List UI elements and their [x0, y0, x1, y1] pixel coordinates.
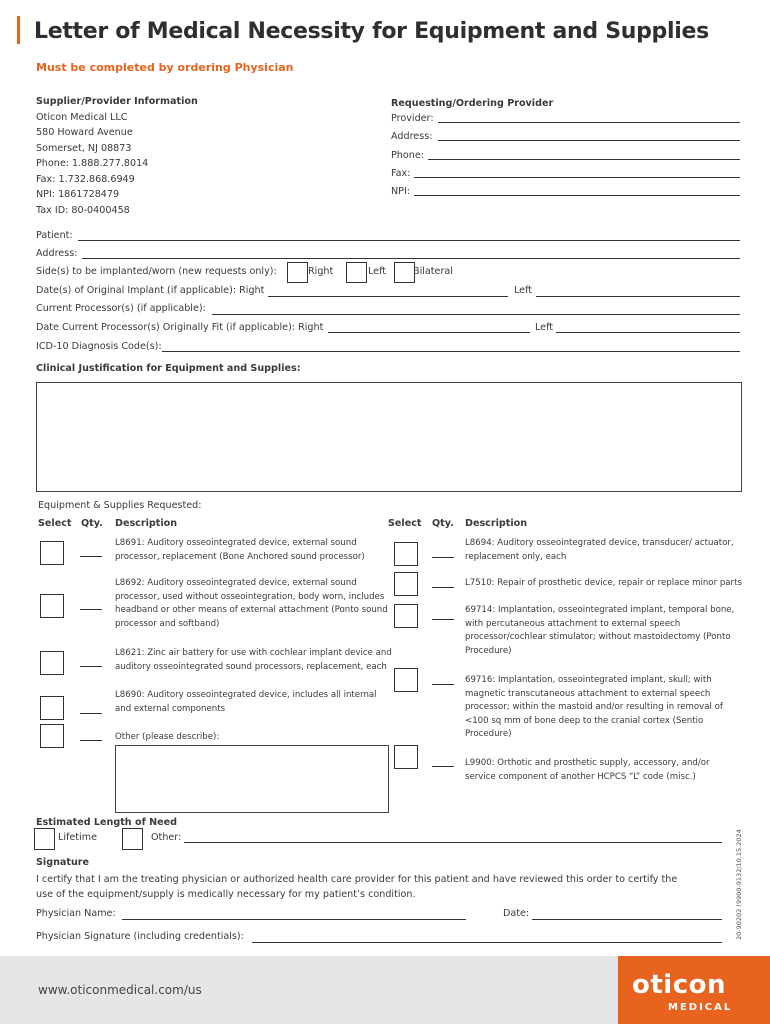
footer-url[interactable]: www.oticonmedical.com/us	[38, 983, 202, 997]
physician-name-label: Physician Name:	[36, 908, 116, 919]
item-qty-field[interactable]	[432, 619, 454, 620]
patient-label: Patient:	[36, 230, 73, 241]
clinical-justification-textarea[interactable]	[36, 382, 742, 492]
item-qty-field[interactable]	[432, 557, 454, 558]
col-qty: Qty.	[432, 518, 454, 529]
clinical-heading: Clinical Justification for Equipment and Supplies:	[36, 363, 301, 374]
item-qty-field[interactable]	[80, 740, 102, 741]
certification-text: I certify that I am the treating physician or authorized health care provider for this patient and have reviewed this order to certify the	[36, 874, 678, 885]
supplier-heading: Supplier/Provider Information	[36, 96, 198, 107]
side-right-label: Right	[308, 266, 334, 277]
processor-fit-left-label: Left	[535, 322, 554, 333]
processor-fit-right-field[interactable]	[328, 332, 530, 333]
other-need-label: Other:	[151, 832, 182, 843]
signature-heading: Signature	[36, 857, 90, 868]
orig-implant-left-label: Left	[514, 285, 533, 296]
item-description: L8691: Auditory osseointegrated device, external sound processor, replacement (Bone Anchored sound processor)	[115, 538, 365, 562]
npi-label: NPI:	[391, 186, 411, 197]
provider-address-field[interactable]	[438, 140, 740, 141]
supplier-line: Tax ID: 80-0400458	[36, 205, 130, 216]
item-select-checkbox[interactable]	[394, 542, 418, 566]
orig-implant-left-field[interactable]	[536, 296, 740, 297]
item-select-checkbox[interactable]	[394, 604, 418, 628]
side-bilateral-label: Bilateral	[413, 266, 453, 277]
supplier-line: 580 Howard Avenue	[36, 127, 133, 138]
page-title: Letter of Medical Necessity for Equipment and Supplies	[34, 19, 709, 44]
item-select-checkbox[interactable]	[40, 594, 64, 618]
provider-fax-field[interactable]	[414, 177, 740, 178]
icd-label: ICD-10 Diagnosis Code(s):	[36, 341, 162, 352]
page-subtitle: Must be completed by ordering Physician	[36, 61, 294, 74]
col-qty: Qty.	[81, 518, 103, 529]
item-qty-field[interactable]	[80, 666, 102, 667]
col-select: Select	[38, 518, 72, 529]
item-select-checkbox[interactable]	[394, 668, 418, 692]
supplier-line: Oticon Medical LLC	[36, 112, 128, 123]
current-processor-label: Current Processor(s) (if applicable):	[36, 303, 206, 314]
supplier-line: NPI: 1861728479	[36, 189, 120, 200]
sides-label: Side(s) to be implanted/worn (new requests only):	[36, 266, 277, 277]
physician-signature-field[interactable]	[252, 942, 722, 943]
item-select-checkbox[interactable]	[394, 572, 418, 596]
item-description: L8694: Auditory osseointegrated device, transducer/ actuator, replacement only, each	[465, 538, 734, 562]
current-processor-field[interactable]	[212, 314, 740, 315]
date-field[interactable]	[532, 919, 722, 920]
supplier-line: Somerset, NJ 08873	[36, 143, 132, 154]
supplier-line: Phone: 1.888.277.8014	[36, 158, 149, 169]
patient-address-label: Address:	[36, 248, 78, 259]
provider-npi-field[interactable]	[414, 195, 740, 196]
item-qty-field[interactable]	[432, 766, 454, 767]
item-description: 69716: Implantation, osseointegrated implant, skull; with magnetic transcutaneous attachment to external speech processor; within the mastoid and/or resulting in removal of <100 sq mm of bone deep to the cranial cortex (Sentio Procedure)	[465, 675, 723, 740]
item-description: L8621: Zinc air battery for use with cochlear implant device and auditory osseointegrated sound processors, replacement, each	[115, 648, 392, 672]
certification-text: use of the equipment/supply is medically necessary for my patient’s condition.	[36, 889, 416, 900]
item-description: L9900: Orthotic and prosthetic supply, accessory, and/or service component of another HCPCS “L” code (misc.)	[465, 758, 710, 782]
item-qty-field[interactable]	[432, 684, 454, 685]
other-need-field[interactable]	[184, 842, 722, 843]
logo-wordmark: oticon	[632, 970, 726, 1000]
provider-field[interactable]	[438, 122, 740, 123]
phone-label: Phone:	[391, 150, 424, 161]
fax-label: Fax:	[391, 168, 411, 179]
item-description: L8690: Auditory osseointegrated device, includes all internal and external components	[115, 690, 377, 714]
date-label: Date:	[503, 908, 530, 919]
provider-phone-field[interactable]	[428, 159, 740, 160]
item-description: L7510: Repair of prosthetic device, repair or replace minor parts	[465, 578, 742, 588]
col-description: Description	[465, 518, 528, 529]
other-need-checkbox[interactable]	[122, 828, 143, 850]
item-qty-field[interactable]	[432, 587, 454, 588]
orig-implant-right-field[interactable]	[268, 296, 508, 297]
physician-signature-label: Physician Signature (including credentials):	[36, 931, 244, 942]
side-left-checkbox[interactable]	[346, 262, 367, 283]
item-select-checkbox[interactable]	[40, 724, 64, 748]
physician-name-field[interactable]	[122, 919, 466, 920]
accent-bar	[17, 16, 20, 44]
item-qty-field[interactable]	[80, 713, 102, 714]
document-code: 20-90202 (9900-9132/10.15.2024	[735, 829, 743, 940]
col-description: Description	[115, 518, 178, 529]
provider-label: Provider:	[391, 113, 434, 124]
processor-fit-label: Date Current Processor(s) Originally Fit (if applicable): Right	[36, 322, 324, 333]
item-qty-field[interactable]	[80, 609, 102, 610]
item-select-checkbox[interactable]	[40, 651, 64, 675]
icd-field[interactable]	[162, 351, 740, 352]
side-left-label: Left	[368, 266, 387, 277]
provider-heading: Requesting/Ordering Provider	[391, 98, 554, 109]
need-heading: Estimated Length of Need	[36, 817, 177, 828]
logo-subtext: MEDICAL	[668, 1002, 733, 1013]
processor-fit-left-field[interactable]	[556, 332, 740, 333]
item-qty-field[interactable]	[80, 556, 102, 557]
item-select-checkbox[interactable]	[394, 745, 418, 769]
patient-field[interactable]	[78, 240, 740, 241]
supplier-line: Fax: 1.732.868.6949	[36, 174, 135, 185]
address-label: Address:	[391, 131, 433, 142]
side-right-checkbox[interactable]	[287, 262, 308, 283]
other-describe-textarea[interactable]	[115, 745, 389, 813]
equipment-heading: Equipment & Supplies Requested:	[38, 500, 202, 511]
item-select-checkbox[interactable]	[40, 696, 64, 720]
patient-address-field[interactable]	[82, 258, 740, 259]
orig-implant-label: Date(s) of Original Implant (if applicable): Right	[36, 285, 265, 296]
lifetime-checkbox[interactable]	[34, 828, 55, 850]
item-description: 69714: Implantation, osseointegrated implant, temporal bone, with percutaneous attachment to external speech processor/cochlear stimulator; without mastoidectomy (Ponto Procedure)	[465, 605, 735, 656]
col-select: Select	[388, 518, 422, 529]
lifetime-label: Lifetime	[58, 832, 97, 843]
side-bilateral-checkbox[interactable]	[394, 262, 415, 283]
item-description: Other (please describe):	[115, 732, 220, 742]
item-select-checkbox[interactable]	[40, 541, 64, 565]
item-description: L8692: Auditory osseointegrated device, external sound processor, used without osseointegration, body worn, includes headband or other means of external attachment (Ponto sound processor and softband)	[115, 578, 388, 629]
